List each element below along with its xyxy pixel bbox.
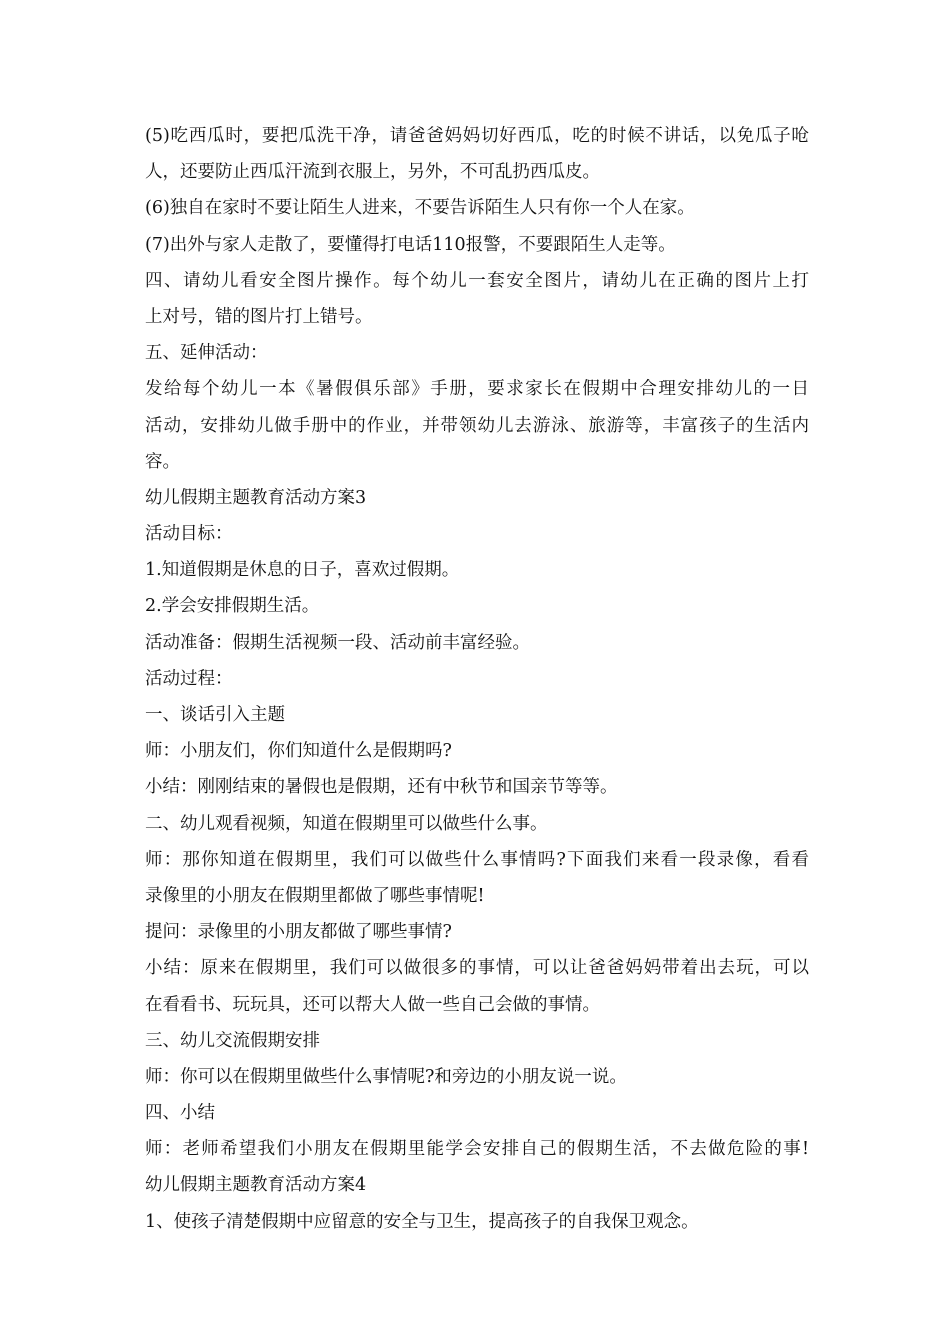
text-line: 五、延伸活动： <box>145 343 268 364</box>
text-line: 一、谈话引入主题 <box>145 705 285 725</box>
text-line: 四、小结 <box>145 1103 215 1124</box>
text-line: 活动过程： <box>145 668 233 689</box>
text-line: 师：小朋友们，你们知道什么是假期吗? <box>145 741 452 762</box>
text-line: 1.知道假期是休息的日子，喜欢过假期。 <box>145 560 460 581</box>
text-line: 师：那你知道在假期里，我们可以做些什么事情吗?下面我们来看一段录像，看看 <box>145 849 809 870</box>
text-line: 容。 <box>145 451 180 472</box>
text-line: 人，还要防止西瓜汗流到衣服上，另外，不可乱扔西瓜皮。 <box>145 162 600 183</box>
text-line: 在看看书、玩玩具，还可以帮大人做一些自己会做的事情。 <box>145 994 600 1015</box>
text-line: (6)独自在家时不要让陌生人进来，不要告诉陌生人只有你一个人在家。 <box>145 198 695 219</box>
text-line: 幼儿假期主题教育活动方案4 <box>145 1175 367 1196</box>
text-line: (7)出外与家人走散了，要懂得打电话110报警，不要跟陌生人走等。 <box>145 234 676 255</box>
text-line: 二、幼儿观看视频，知道在假期里可以做些什么事。 <box>145 813 548 834</box>
text-line: 幼儿假期主题教育活动方案3 <box>145 487 367 508</box>
text-line: 师：你可以在假期里做些什么事情呢?和旁边的小朋友说一说。 <box>145 1066 627 1087</box>
text-line: 活动，安排幼儿做手册中的作业，并带领幼儿去游泳、旅游等，丰富孩子的生活内 <box>145 415 809 436</box>
text-line: 提问：录像里的小朋友都做了哪些事情? <box>145 922 452 943</box>
text-line: 活动准备：假期生活视频一段、活动前丰富经验。 <box>145 632 530 653</box>
text-line: 活动目标： <box>145 524 233 545</box>
text-line: 小结：刚刚结束的暑假也是假期，还有中秋节和国亲节等等。 <box>145 777 618 798</box>
text-line: 发给每个幼儿一本《暑假俱乐部》手册，要求家长在假期中合理安排幼儿的一日 <box>145 379 809 400</box>
text-line: 2.学会安排假期生活。 <box>145 596 320 617</box>
text-line: 上对号，错的图片打上错号。 <box>145 306 373 327</box>
text-line: 1、使孩子清楚假期中应留意的安全与卫生，提高孩子的自我保卫观念。 <box>145 1211 699 1232</box>
text-line: 师：老师希望我们小朋友在假期里能学会安排自己的假期生活，不去做危险的事! <box>145 1139 809 1160</box>
text-line: (5)吃西瓜时，要把瓜洗干净，请爸爸妈妈切好西瓜，吃的时候不讲话，以免瓜子呛 <box>145 126 809 146</box>
document-body <box>145 118 809 1240</box>
text-line: 小结：原来在假期里，我们可以做很多的事情，可以让爸爸妈妈带着出去玩，可以 <box>145 958 809 979</box>
text-line: 三、幼儿交流假期安排 <box>145 1030 320 1051</box>
text-line: 录像里的小朋友在假期里都做了哪些事情呢! <box>145 885 485 906</box>
text-line: 四、请幼儿看安全图片操作。每个幼儿一套安全图片，请幼儿在正确的图片上打 <box>145 270 809 291</box>
